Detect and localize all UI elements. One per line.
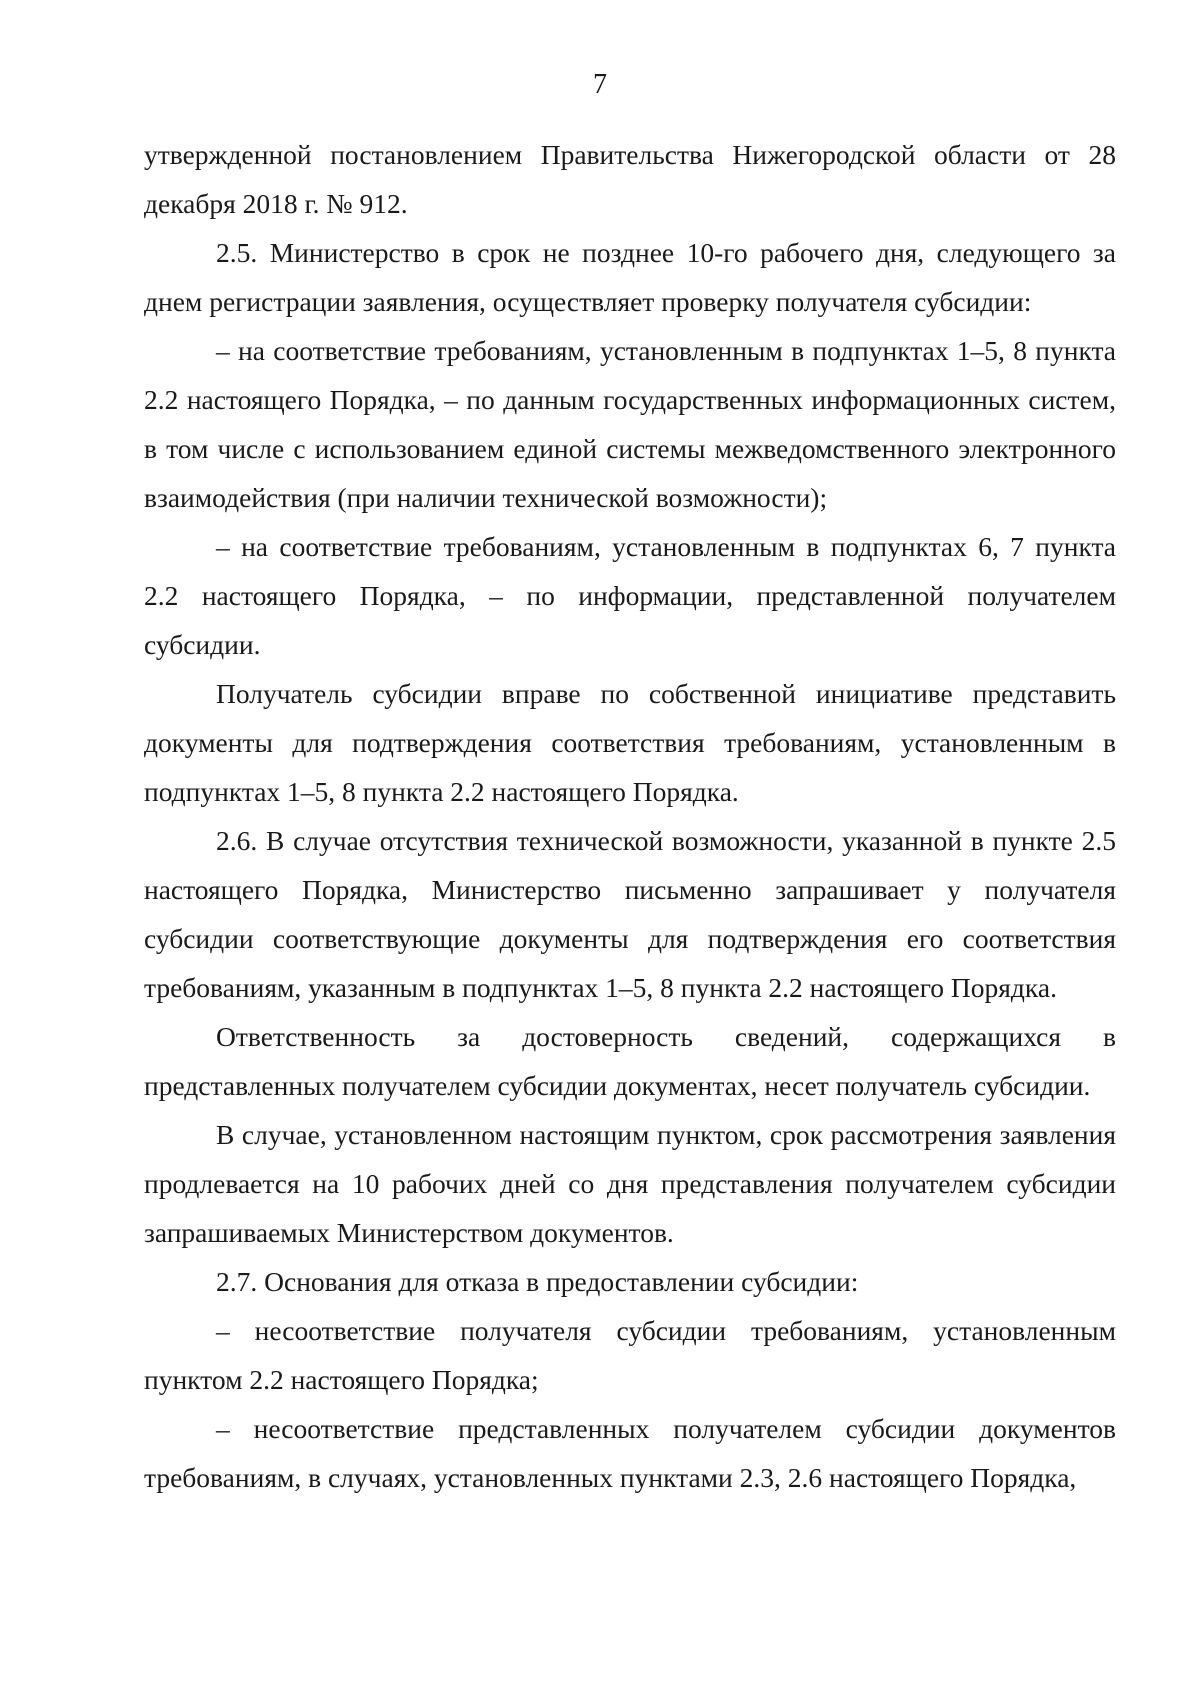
- paragraph-2-6: 2.6. В случае отсутствия технической возможности, указанной в пункте 2.5 настоящего Порядка, Министерство письменно запрашивает у получателя субсидии соответствующие документы для подтверждения его соответствия требованиям, указанным в подпунктах 1–5, 8 пункта 2.2 настоящего Порядка.: [144, 825, 1116, 1003]
- paragraph-2-5: 2.5. Министерство в срок не позднее 10-го рабочего дня, следующего за днем регистрации заявления, осуществляет проверку получателя субсидии:: [144, 237, 1116, 317]
- paragraph-2-7: 2.7. Основания для отказа в предоставлении субсидии:: [216, 1266, 859, 1297]
- document-body: [144, 130, 1116, 1502]
- paragraph-responsibility: Ответственность за достоверность сведений, содержащихся в представленных получателем субсидии документах, несет получатель субсидии.: [144, 1021, 1116, 1101]
- list-item-refusal-documents: – несоответствие представленных получателем субсидии документов требованиям, в случаях, установленных пунктами 2.3, 2.6 настоящего Порядка,: [144, 1413, 1116, 1493]
- list-item-check-state-systems: – на соответствие требованиям, установленным в подпунктах 1–5, 8 пункта 2.2 настоящего Порядка, – по данным государственных информационных систем, в том числе с использованием единой системы межведомственного электронного взаимодействия (при наличии технической возможности);: [144, 335, 1116, 513]
- paragraph-recipient-initiative: Получатель субсидии вправе по собственной инициативе представить документы для подтверждения соответствия требованиям, установленным в подпунктах 1–5, 8 пункта 2.2 настоящего Порядка.: [144, 678, 1116, 807]
- list-item-refusal-requirements: – несоответствие получателя субсидии требованиям, установленным пунктом 2.2 настоящего Порядка;: [144, 1315, 1116, 1395]
- paragraph-continuation: утвержденной постановлением Правительства Нижегородской области от 28 декабря 2018 г. № 912.: [144, 139, 1116, 219]
- page-number: 7: [593, 69, 607, 100]
- list-item-check-recipient-info: – на соответствие требованиям, установленным в подпунктах 6, 7 пункта 2.2 настоящего Порядка, – по информации, представленной получателем субсидии.: [144, 531, 1116, 660]
- paragraph-term-extension: В случае, установленном настоящим пунктом, срок рассмотрения заявления продлевается на 10 рабочих дней со дня представления получателем субсидии запрашиваемых Министерством документов.: [144, 1119, 1116, 1248]
